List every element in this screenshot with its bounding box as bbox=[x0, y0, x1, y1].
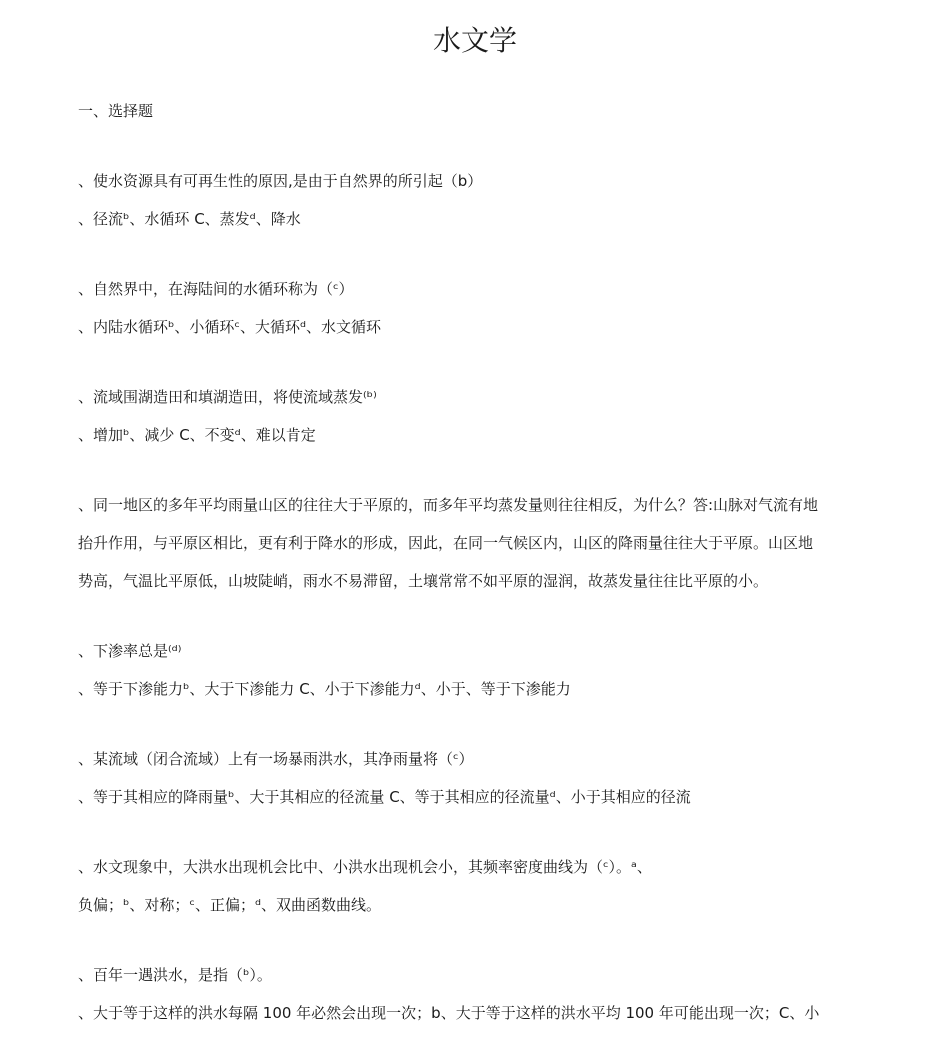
question-3-stem: 、流域围湖造田和填湖造田，将使流域蒸发⁽ᵇ⁾ bbox=[78, 388, 377, 406]
question-6-stem: 、某流域（闭合流域）上有一场暴雨洪水，其净雨量将（ᶜ） bbox=[78, 750, 474, 768]
question-8-stem: 、百年一遇洪水，是指（ᵇ）。 bbox=[78, 966, 272, 984]
question-6-options: 、等于其相应的降雨量ᵇ、大于其相应的径流量 C、等于其相应的径流量ᵈ、小于其相应的径流 bbox=[78, 788, 691, 806]
question-4-paragraph-line-3: 势高，气温比平原低，山坡陡峭，雨水不易滞留，土壤常常不如平原的湿润，故蒸发量往往比平原的小。 bbox=[78, 572, 769, 590]
question-7-stem: 、水文现象中，大洪水出现机会比中、小洪水出现机会小，其频率密度曲线为（ᶜ）。ᵃ、 bbox=[78, 858, 652, 876]
question-1-stem: 、使水资源具有可再生性的原因,是由于自然界的所引起（b） bbox=[78, 172, 483, 190]
question-2-options: 、内陆水循环ᵇ、小循环ᶜ、大循环ᵈ、水文循环 bbox=[78, 318, 382, 336]
question-4-paragraph-line-1: 、同一地区的多年平均雨量山区的往往大于平原的，而多年平均蒸发量则往往相反，为什么？答:山脉对气流有地 bbox=[78, 496, 819, 514]
question-4-paragraph-line-2: 抬升作用，与平原区相比，更有利于降水的形成，因此，在同一气候区内，山区的降雨量往往大于平原。山区地 bbox=[78, 534, 814, 552]
question-5-options: 、等于下渗能力ᵇ、大于下渗能力 C、小于下渗能力ᵈ、小于、等于下渗能力 bbox=[78, 680, 571, 698]
question-5-stem: 、下渗率总是⁽ᵈ⁾ bbox=[78, 642, 182, 660]
question-2-stem: 、自然界中，在海陆间的水循环称为（ᶜ） bbox=[78, 280, 354, 298]
question-3-options: 、增加ᵇ、减少 C、不变ᵈ、难以肯定 bbox=[78, 426, 316, 444]
page-title: 水文学 bbox=[432, 23, 517, 57]
question-1-options: 、径流ᵇ、水循环 C、蒸发ᵈ、降水 bbox=[78, 210, 301, 228]
question-7-options: 负偏；ᵇ、对称；ᶜ、正偏；ᵈ、双曲函数曲线。 bbox=[78, 896, 382, 914]
section-title: 一、选择题 bbox=[78, 102, 154, 120]
question-8-options: 、大于等于这样的洪水每隔 100 年必然会出现一次；b、大于等于这样的洪水平均 100 年可能出现一次；C、小 bbox=[78, 1004, 820, 1022]
